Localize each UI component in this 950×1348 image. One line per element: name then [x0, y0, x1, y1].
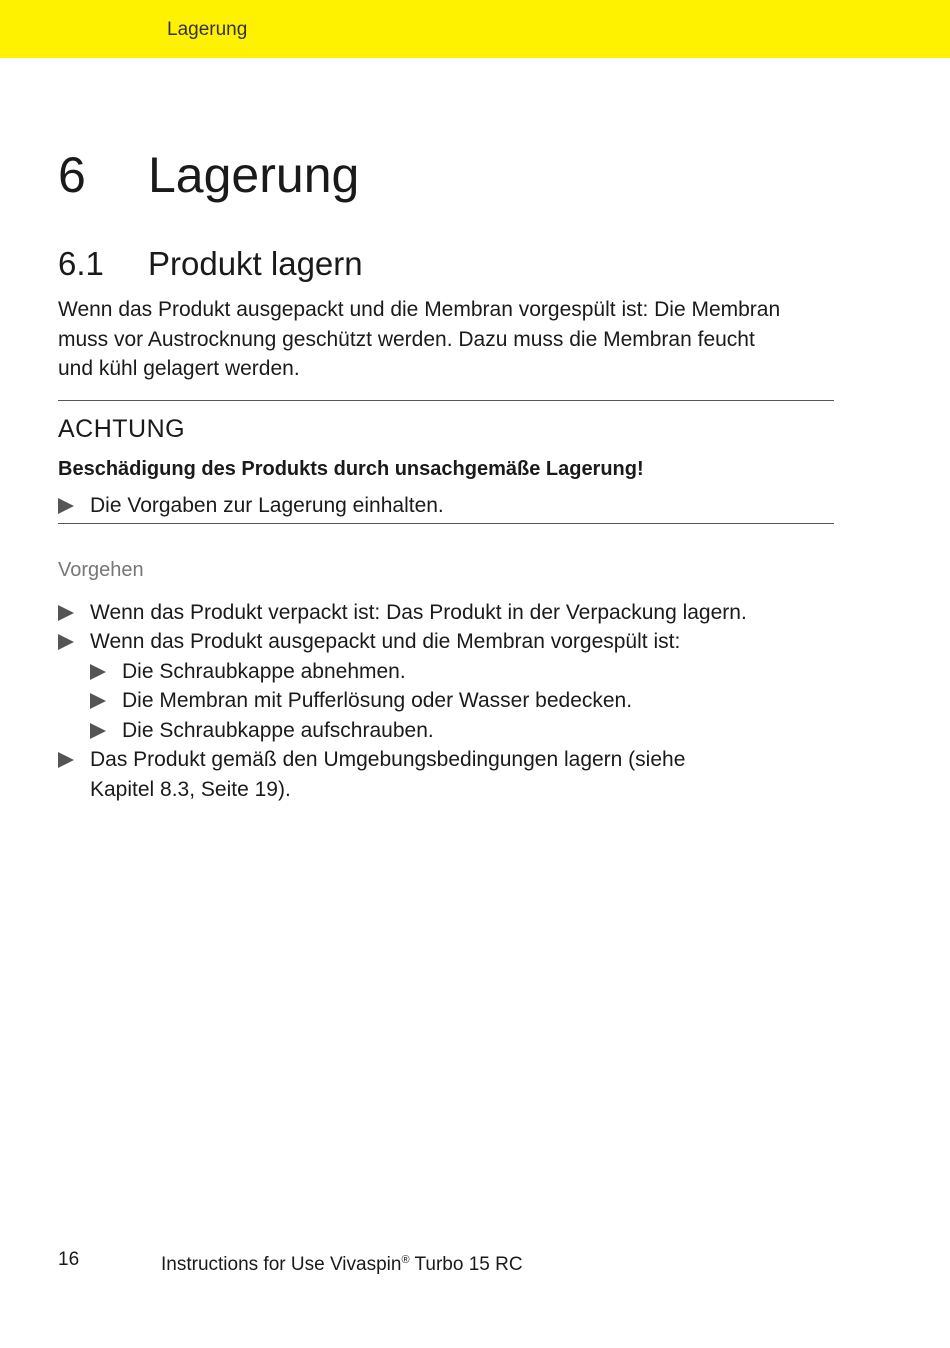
procedure-label: Vorgehen	[58, 559, 144, 581]
notice-top-rule	[58, 400, 834, 401]
procedure-step-text: Wenn das Produkt verpackt ist: Das Produkt in der Verpackung lagern.	[90, 601, 747, 624]
intro-paragraph	[58, 295, 848, 384]
document-title-suffix: Turbo 15 RC	[409, 1254, 523, 1275]
notice-action-text: Die Vorgaben zur Lagerung einhalten.	[90, 494, 444, 517]
triangle-bullet-icon	[90, 693, 106, 709]
intro-line: und kühl gelagert werden.	[58, 357, 300, 380]
document-title-prefix: Instructions for Use Vivaspin	[161, 1254, 402, 1275]
procedure-substep-text: Die Schraubkappe aufschrauben.	[122, 719, 434, 742]
triangle-bullet-icon	[58, 752, 74, 768]
running-header: Lagerung	[167, 19, 248, 40]
triangle-bullet-icon	[90, 664, 106, 680]
triangle-bullet-icon	[90, 723, 106, 739]
notice-title: ACHTUNG	[58, 415, 186, 443]
page-number: 16	[58, 1249, 80, 1270]
triangle-bullet-icon	[58, 605, 74, 621]
procedure-step-text: Das Produkt gemäß den Umgebungsbedingungen lagern (siehe	[90, 748, 686, 771]
intro-line: Wenn das Produkt ausgepackt und die Membran vorgespült ist: Die Membran	[58, 298, 781, 321]
notice-bottom-rule	[58, 523, 834, 524]
procedure-step-continuation-text: Kapitel 8.3, Seite 19).	[90, 778, 291, 801]
triangle-bullet-icon	[58, 634, 74, 650]
section-number: 6.1	[58, 245, 104, 282]
section-heading: Produkt lagern	[148, 245, 363, 282]
document-title	[161, 1247, 523, 1278]
triangle-bullet-icon	[58, 498, 74, 514]
registered-mark: ®	[401, 1254, 410, 1266]
chapter-heading: Lagerung	[148, 147, 360, 203]
chapter-number: 6	[58, 147, 86, 203]
intro-line: muss vor Austrocknung geschützt werden. Dazu muss die Membran feucht	[58, 327, 755, 351]
notice-subtitle: Beschädigung des Produkts durch unsachgemäße Lagerung!	[58, 458, 644, 480]
procedure-substep-text: Die Schraubkappe abnehmen.	[122, 660, 406, 683]
procedure-step-text: Wenn das Produkt ausgepackt und die Membran vorgespült ist:	[90, 630, 681, 653]
procedure-substep-text: Die Membran mit Pufferlösung oder Wasser bedecken.	[122, 689, 633, 712]
header-band	[0, 0, 950, 58]
